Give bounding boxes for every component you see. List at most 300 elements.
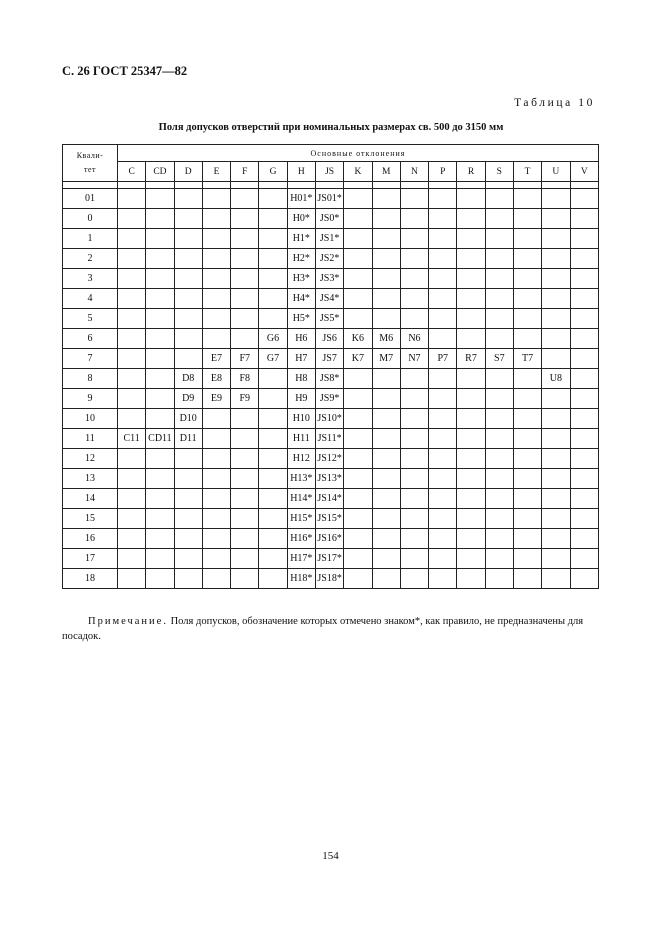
kvalitet-cell: 5 — [63, 309, 118, 329]
tolerance-cell — [570, 349, 599, 369]
tolerance-cell: K7 — [344, 349, 372, 369]
tolerance-cell — [400, 309, 428, 329]
tolerance-cell: M7 — [372, 349, 400, 369]
column-header: D — [174, 162, 202, 182]
tolerance-cell — [400, 409, 428, 429]
tolerance-cell — [344, 269, 372, 289]
tolerance-cell: JS01* — [315, 189, 343, 209]
tolerance-cell — [429, 289, 457, 309]
tolerance-cell: JS7 — [315, 349, 343, 369]
tolerance-cell — [146, 569, 174, 589]
tolerance-cell — [118, 489, 146, 509]
tolerance-cell — [146, 209, 174, 229]
tolerance-cell — [174, 349, 202, 369]
tolerance-cell — [372, 229, 400, 249]
tolerance-cell — [259, 249, 287, 269]
spacer-cell — [118, 182, 146, 189]
tolerance-cell — [542, 449, 570, 469]
tolerance-cell: JS5* — [315, 309, 343, 329]
tolerance-cell — [259, 369, 287, 389]
spacer-cell — [174, 182, 202, 189]
tolerance-cell: F7 — [231, 349, 259, 369]
tolerance-cell — [429, 429, 457, 449]
tolerance-cell — [146, 289, 174, 309]
spacer-row — [63, 182, 599, 189]
tolerance-cell — [513, 409, 541, 429]
tolerance-cell — [429, 309, 457, 329]
tolerance-cell — [485, 429, 513, 449]
tolerance-cell — [542, 189, 570, 209]
tolerance-cell — [372, 429, 400, 449]
tolerance-cell — [542, 289, 570, 309]
tolerance-cell: JS11* — [315, 429, 343, 449]
tolerance-cell — [202, 229, 230, 249]
tolerance-cell — [513, 549, 541, 569]
tolerance-cell — [457, 469, 485, 489]
tolerance-cell — [457, 309, 485, 329]
kvalitet-cell: 10 — [63, 409, 118, 429]
tolerance-cell: JS4* — [315, 289, 343, 309]
kvalitet-cell: 4 — [63, 289, 118, 309]
table-row — [63, 389, 599, 409]
column-header: M — [372, 162, 400, 182]
tolerance-cell — [231, 509, 259, 529]
tolerance-cell — [457, 449, 485, 469]
tolerance-cell — [485, 209, 513, 229]
tolerance-cell — [372, 249, 400, 269]
tolerance-cell — [146, 309, 174, 329]
tolerance-cell — [259, 529, 287, 549]
tolerance-cell — [372, 409, 400, 429]
tolerance-cell — [146, 329, 174, 349]
spacer-cell — [146, 182, 174, 189]
tolerance-cell — [202, 429, 230, 449]
tolerance-cell — [202, 569, 230, 589]
tolerance-cell — [202, 489, 230, 509]
tolerance-cell — [485, 389, 513, 409]
tolerance-cell — [146, 369, 174, 389]
spacer-cell — [315, 182, 343, 189]
tolerance-cell — [118, 449, 146, 469]
kvalitet-cell: 15 — [63, 509, 118, 529]
tolerance-cell — [118, 409, 146, 429]
tolerance-cell: H17* — [287, 549, 315, 569]
tolerance-cell — [231, 449, 259, 469]
tolerance-cell — [146, 249, 174, 269]
tolerance-cell — [542, 389, 570, 409]
spacer-cell — [570, 182, 599, 189]
tolerance-cell — [174, 549, 202, 569]
tolerance-cell: D9 — [174, 389, 202, 409]
tolerance-cell: JS1* — [315, 229, 343, 249]
table-row — [63, 509, 599, 529]
tolerance-cell — [457, 229, 485, 249]
tolerance-cell — [344, 229, 372, 249]
table-row — [63, 349, 599, 369]
tolerance-cell — [202, 529, 230, 549]
tolerance-cell — [372, 569, 400, 589]
tolerance-cell — [259, 429, 287, 449]
table-row — [63, 209, 599, 229]
tolerance-cell — [429, 569, 457, 589]
kvalitet-cell: 7 — [63, 349, 118, 369]
table-row — [63, 489, 599, 509]
tolerance-cell: H7 — [287, 349, 315, 369]
tolerance-cell — [174, 209, 202, 229]
kvalitet-cell: 01 — [63, 189, 118, 209]
tolerance-cell — [485, 509, 513, 529]
tolerance-cell — [429, 389, 457, 409]
page-number: 154 — [322, 850, 339, 862]
spacer-cell — [429, 182, 457, 189]
tolerance-cell — [174, 229, 202, 249]
tolerance-cell — [118, 569, 146, 589]
column-header: N — [400, 162, 428, 182]
table-row — [63, 469, 599, 489]
tolerance-cell: JS9* — [315, 389, 343, 409]
tolerance-cell — [118, 549, 146, 569]
column-header: H — [287, 162, 315, 182]
tolerance-cell — [570, 529, 599, 549]
tolerance-cell — [457, 549, 485, 569]
tolerance-cell — [429, 329, 457, 349]
column-header: S — [485, 162, 513, 182]
column-header-row — [63, 162, 599, 182]
tolerance-cell — [542, 549, 570, 569]
tolerance-cell — [400, 389, 428, 409]
tolerance-cell: JS16* — [315, 529, 343, 549]
tolerance-cell: H15* — [287, 509, 315, 529]
tolerance-cell — [429, 469, 457, 489]
tolerance-cell: H4* — [287, 289, 315, 309]
tolerance-cell — [146, 529, 174, 549]
tolerance-cell — [542, 209, 570, 229]
column-header: JS — [315, 162, 343, 182]
tolerance-cell — [542, 349, 570, 369]
tolerance-cell — [457, 209, 485, 229]
tolerance-cell — [570, 329, 599, 349]
tolerance-cell — [174, 309, 202, 329]
kvalitet-cell: 12 — [63, 449, 118, 469]
tolerance-cell — [542, 529, 570, 549]
tolerance-cell — [259, 549, 287, 569]
kval-header-line2: тет — [83, 165, 97, 174]
tolerance-cell — [118, 389, 146, 409]
tolerance-cell — [118, 329, 146, 349]
tolerance-cell — [372, 509, 400, 529]
tolerance-cell — [174, 469, 202, 489]
tolerance-cell — [570, 549, 599, 569]
column-header: K — [344, 162, 372, 182]
tolerance-cell — [429, 529, 457, 549]
tolerance-cell — [202, 209, 230, 229]
tolerance-cell — [400, 369, 428, 389]
tolerance-cell — [429, 489, 457, 509]
tolerance-cell — [372, 369, 400, 389]
tolerance-cell — [174, 269, 202, 289]
tolerance-cell — [231, 289, 259, 309]
column-header: V — [570, 162, 599, 182]
tolerance-cell — [146, 349, 174, 369]
main-deviations-header: Основные отклонения — [118, 145, 599, 162]
tolerance-cell — [146, 549, 174, 569]
tolerance-cell — [400, 569, 428, 589]
tolerance-cell — [372, 289, 400, 309]
tolerance-cell — [231, 489, 259, 509]
column-header: C — [118, 162, 146, 182]
tolerance-cell — [457, 489, 485, 509]
tolerance-cell — [372, 389, 400, 409]
tolerance-cell — [174, 329, 202, 349]
tolerance-cell — [400, 449, 428, 469]
tolerance-cell: D8 — [174, 369, 202, 389]
tolerance-cell: E8 — [202, 369, 230, 389]
tolerance-cell — [542, 569, 570, 589]
tolerance-cell — [570, 249, 599, 269]
tolerance-cell — [570, 449, 599, 469]
tolerance-cell — [202, 309, 230, 329]
tolerance-cell — [542, 309, 570, 329]
tolerance-cell — [202, 409, 230, 429]
tolerance-cell — [344, 469, 372, 489]
tolerance-cell — [231, 549, 259, 569]
tolerance-cell: JS3* — [315, 269, 343, 289]
tolerance-cell: CD11 — [146, 429, 174, 449]
table-row — [63, 329, 599, 349]
table-row — [63, 249, 599, 269]
tolerance-cell — [485, 449, 513, 469]
table-body — [63, 182, 599, 589]
tolerance-cell — [570, 509, 599, 529]
table-label: Таблица 10 — [514, 97, 595, 109]
spacer-cell — [372, 182, 400, 189]
tolerance-cell — [202, 469, 230, 489]
tolerance-cell — [513, 569, 541, 589]
tolerance-cell: H10 — [287, 409, 315, 429]
tolerance-cell: D10 — [174, 409, 202, 429]
tolerance-cell — [202, 549, 230, 569]
tolerance-cell — [202, 189, 230, 209]
tolerance-cell — [570, 209, 599, 229]
spacer-cell — [63, 182, 118, 189]
tolerance-cell — [429, 189, 457, 209]
tolerance-cell: M6 — [372, 329, 400, 349]
tolerance-cell — [542, 509, 570, 529]
tolerance-cell — [457, 409, 485, 429]
tolerance-cell — [259, 449, 287, 469]
tolerance-cell — [344, 549, 372, 569]
tolerance-cell — [372, 209, 400, 229]
tolerance-cell — [118, 529, 146, 549]
tolerance-cell — [513, 469, 541, 489]
tolerance-cell — [429, 509, 457, 529]
tolerance-cell: E9 — [202, 389, 230, 409]
tolerance-cell: K6 — [344, 329, 372, 349]
tolerance-cell — [174, 509, 202, 529]
tolerance-cell — [485, 269, 513, 289]
tolerance-cell — [372, 449, 400, 469]
column-header: R — [457, 162, 485, 182]
tolerance-cell — [400, 269, 428, 289]
tolerance-cell: E7 — [202, 349, 230, 369]
tolerance-cell: R7 — [457, 349, 485, 369]
tolerance-cell — [542, 229, 570, 249]
column-header: U — [542, 162, 570, 182]
tolerance-cell — [485, 369, 513, 389]
tolerance-cell: P7 — [429, 349, 457, 369]
kvalitet-cell: 16 — [63, 529, 118, 549]
tolerance-cell: H18* — [287, 569, 315, 589]
tolerance-cell — [570, 369, 599, 389]
tolerance-cell — [485, 409, 513, 429]
table-row — [63, 189, 599, 209]
tolerance-cell — [485, 329, 513, 349]
tolerance-cell — [513, 529, 541, 549]
tolerance-cell — [344, 569, 372, 589]
tolerance-cell — [231, 229, 259, 249]
tolerance-cell — [400, 549, 428, 569]
tolerance-cell — [372, 549, 400, 569]
tolerance-cell — [485, 569, 513, 589]
table-row — [63, 569, 599, 589]
kvalitet-cell: 13 — [63, 469, 118, 489]
kvalitet-cell: 11 — [63, 429, 118, 449]
tolerance-cell — [429, 249, 457, 269]
tolerance-cell — [118, 209, 146, 229]
tolerance-cell: H16* — [287, 529, 315, 549]
tolerance-cell — [429, 209, 457, 229]
tolerance-cell — [570, 309, 599, 329]
tolerance-cell — [485, 529, 513, 549]
tolerance-cell — [202, 289, 230, 309]
tolerance-cell — [485, 309, 513, 329]
tolerance-cell — [400, 489, 428, 509]
tolerance-cell — [344, 189, 372, 209]
tolerance-cell — [542, 249, 570, 269]
tolerance-cell: H0* — [287, 209, 315, 229]
tolerance-cell — [231, 329, 259, 349]
table-row — [63, 549, 599, 569]
spacer-cell — [287, 182, 315, 189]
tolerance-cell — [259, 189, 287, 209]
tolerance-cell — [372, 469, 400, 489]
tolerance-cell — [542, 429, 570, 449]
tolerance-cell — [202, 449, 230, 469]
tolerance-cell — [372, 489, 400, 509]
tolerance-cell — [146, 449, 174, 469]
tolerance-cell — [174, 489, 202, 509]
table-row — [63, 449, 599, 469]
tolerance-cell — [570, 469, 599, 489]
tolerance-cell: C11 — [118, 429, 146, 449]
spacer-cell — [542, 182, 570, 189]
table-row — [63, 289, 599, 309]
tolerance-cell — [259, 469, 287, 489]
tolerance-cell — [400, 289, 428, 309]
tolerance-cell — [513, 269, 541, 289]
tolerance-cell — [513, 489, 541, 509]
tolerance-cell — [457, 329, 485, 349]
tolerance-cell: H8 — [287, 369, 315, 389]
tolerance-cell — [400, 529, 428, 549]
column-header: P — [429, 162, 457, 182]
tolerance-cell — [457, 189, 485, 209]
tolerance-cell — [174, 529, 202, 549]
kvalitet-cell: 8 — [63, 369, 118, 389]
tolerance-cell — [513, 189, 541, 209]
tolerance-cell — [259, 509, 287, 529]
tolerance-cell — [344, 389, 372, 409]
spacer-cell — [202, 182, 230, 189]
tolerance-cell — [400, 189, 428, 209]
tolerance-cell — [485, 289, 513, 309]
kvalitet-cell: 17 — [63, 549, 118, 569]
tolerance-cell — [570, 489, 599, 509]
tolerance-cell — [372, 269, 400, 289]
tolerance-cell — [570, 229, 599, 249]
tolerance-cell: H9 — [287, 389, 315, 409]
tolerance-cell: JS0* — [315, 209, 343, 229]
table-row — [63, 369, 599, 389]
spacer-cell — [259, 182, 287, 189]
column-header: E — [202, 162, 230, 182]
tolerance-cell: H11 — [287, 429, 315, 449]
spacer-cell — [344, 182, 372, 189]
tolerance-cell — [118, 269, 146, 289]
tolerance-cell — [231, 209, 259, 229]
kvalitet-cell: 18 — [63, 569, 118, 589]
tolerance-cell — [570, 409, 599, 429]
tolerance-cell: H01* — [287, 189, 315, 209]
tolerance-cell — [118, 229, 146, 249]
tolerance-cell — [513, 329, 541, 349]
table-row — [63, 269, 599, 289]
column-header: F — [231, 162, 259, 182]
tolerance-cell — [174, 189, 202, 209]
tolerance-cell — [372, 529, 400, 549]
tolerance-cell — [174, 249, 202, 269]
tolerance-cell: D11 — [174, 429, 202, 449]
tolerance-cell — [146, 509, 174, 529]
tolerance-cell — [259, 309, 287, 329]
tolerance-cell: JS17* — [315, 549, 343, 569]
spacer-cell — [231, 182, 259, 189]
tolerance-cell: JS2* — [315, 249, 343, 269]
tolerance-cell — [542, 269, 570, 289]
tolerance-cell — [457, 509, 485, 529]
tolerance-cell — [542, 489, 570, 509]
tolerance-cell — [146, 389, 174, 409]
tolerance-cell: U8 — [542, 369, 570, 389]
tolerance-cell — [400, 249, 428, 269]
tolerance-cell: JS10* — [315, 409, 343, 429]
tolerance-cell — [485, 189, 513, 209]
tolerance-cell — [344, 309, 372, 329]
tolerance-cell — [344, 529, 372, 549]
tolerance-cell: H13* — [287, 469, 315, 489]
tolerance-cell — [513, 389, 541, 409]
tolerance-cell — [231, 249, 259, 269]
tolerance-cell — [344, 489, 372, 509]
tolerance-cell — [570, 289, 599, 309]
tolerance-cell — [146, 229, 174, 249]
tolerance-cell — [513, 429, 541, 449]
note-label: Примечание. — [88, 615, 168, 627]
kvalitet-cell: 2 — [63, 249, 118, 269]
tolerance-cell — [259, 209, 287, 229]
tolerance-cell — [118, 509, 146, 529]
tolerance-cell — [429, 549, 457, 569]
